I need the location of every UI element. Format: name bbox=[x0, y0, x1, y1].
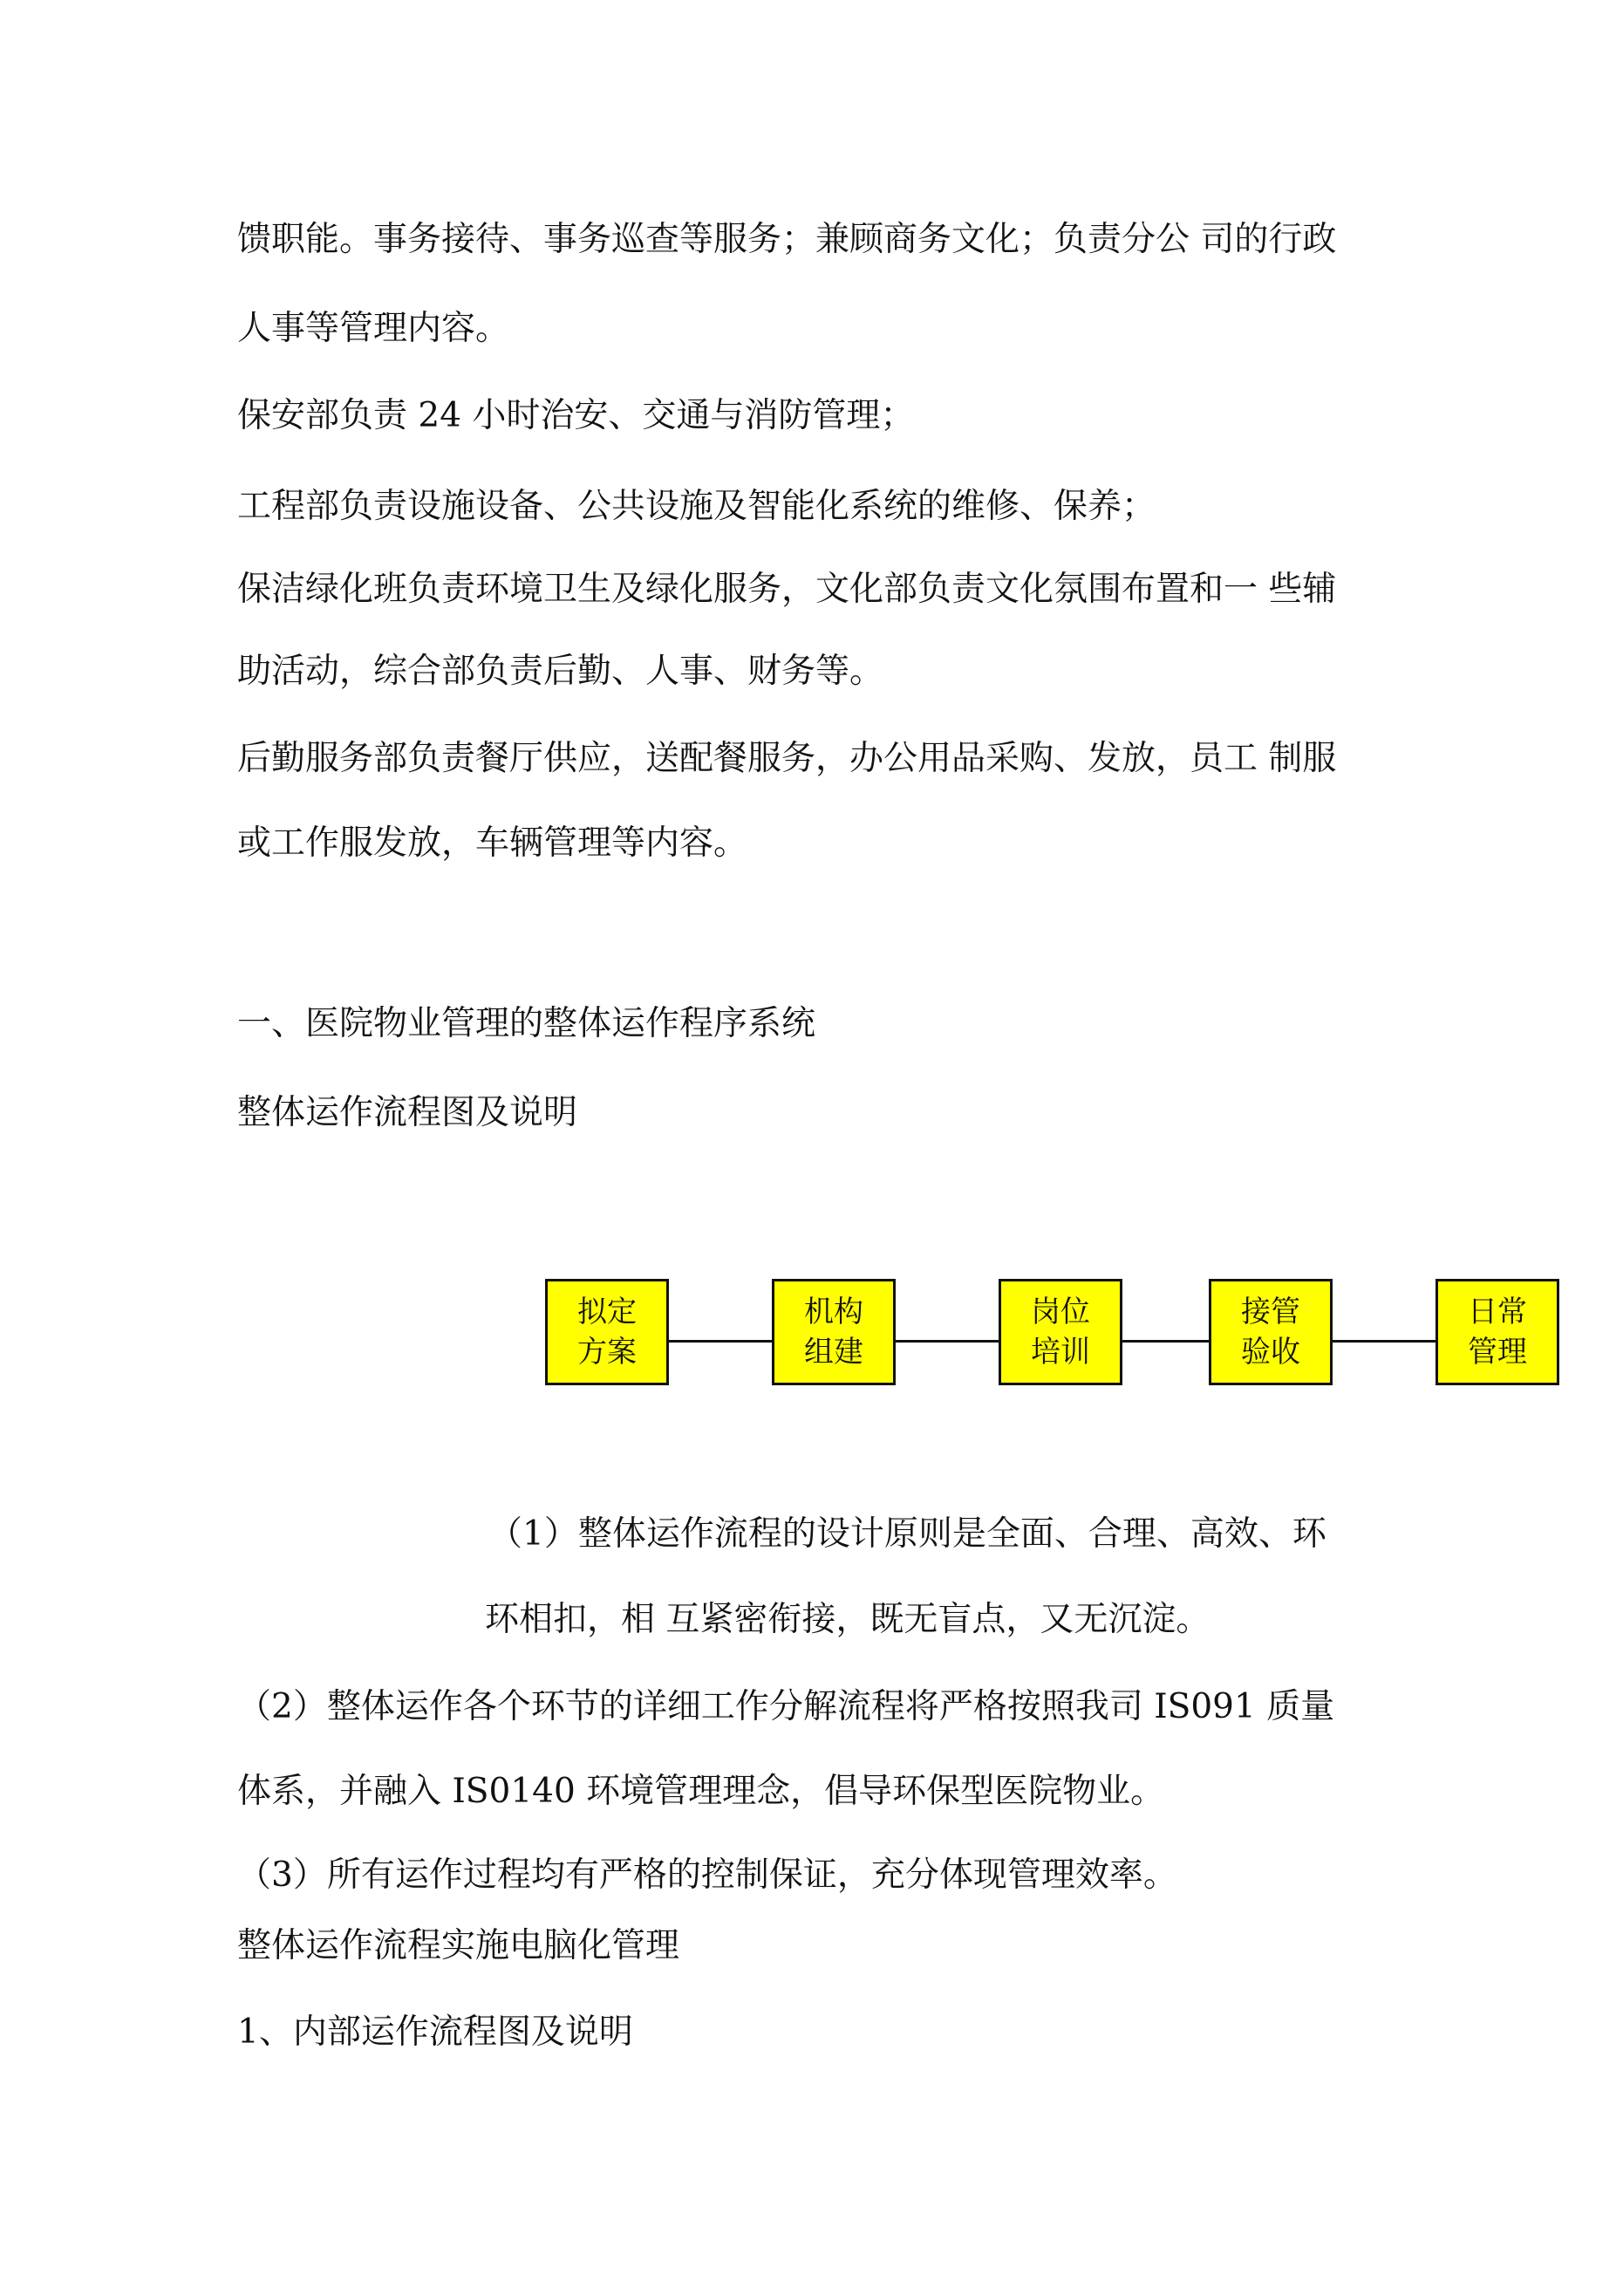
flow-connector bbox=[669, 1340, 772, 1343]
note-3: （3）所有运作过程均有严格的控制保证，充分体现管理效率。 bbox=[237, 1855, 1177, 1895]
flow-connector bbox=[1333, 1340, 1435, 1343]
note-1-cont: 环相扣，相 互紧密衔接，既无盲点，又无沉淀。 bbox=[485, 1600, 1210, 1639]
flow-step-text: 岗位 bbox=[1031, 1295, 1090, 1329]
flow-connector bbox=[1122, 1340, 1209, 1343]
flow-step-plan bbox=[545, 1279, 669, 1385]
flow-step-text: 培训 bbox=[1031, 1335, 1090, 1370]
paragraph-line: 助活动，综合部负责后勤、人事、财务等。 bbox=[237, 652, 884, 691]
note-1: （1）整体运作流程的设计原则是全面、合理、高效、环 bbox=[488, 1514, 1326, 1554]
flow-step-daily bbox=[1435, 1279, 1559, 1385]
flow-step-text: 接管 bbox=[1241, 1295, 1300, 1329]
paragraph-security: 保安部负责 24 小时治安、交通与消防管理； bbox=[237, 396, 915, 435]
paragraph-line: 人事等管理内容。 bbox=[237, 309, 510, 348]
flow-step-text: 拟定 bbox=[577, 1295, 637, 1329]
flow-step-text: 日常 bbox=[1468, 1295, 1527, 1329]
flow-step-training bbox=[999, 1279, 1122, 1385]
note-2: （2）整体运作各个环节的详细工作分解流程将严格按照我司 IS091 质量 bbox=[237, 1687, 1335, 1726]
subsection-heading: 1、内部运作流程图及说明 bbox=[237, 2012, 633, 2052]
paragraph-line: 后勤服务部负责餐厅供应，送配餐服务，办公用品采购、发放，员工 制服 bbox=[237, 739, 1337, 778]
flow-step-text: 机构 bbox=[804, 1295, 863, 1329]
section-subheading: 整体运作流程图及说明 bbox=[237, 1093, 578, 1132]
paragraph-line: 或工作服发放，车辆管理等内容。 bbox=[237, 823, 748, 863]
flow-step-text: 组建 bbox=[804, 1335, 863, 1370]
flow-step-text: 管理 bbox=[1468, 1335, 1527, 1370]
paragraph-line: 馈职能。事务接待、事务巡查等服务；兼顾商务文化；负责分公 司的行政 bbox=[237, 220, 1337, 259]
paragraph-engineering: 工程部负责设施设备、公共设施及智能化系统的维修、保养； bbox=[237, 487, 1156, 526]
flow-step-organize bbox=[772, 1279, 896, 1385]
note-4: 整体运作流程实施电脑化管理 bbox=[237, 1926, 680, 1965]
flow-step-text: 方案 bbox=[577, 1335, 637, 1370]
paragraph-line: 保洁绿化班负责环境卫生及绿化服务，文化部负责文化氛围布置和一 些辅 bbox=[237, 570, 1337, 609]
flow-step-text: 验收 bbox=[1241, 1335, 1300, 1370]
section-heading: 一、医院物业管理的整体运作程序系统 bbox=[237, 1004, 816, 1043]
note-2-cont: 体系，并融入 IS0140 环境管理理念，倡导环保型医院物业。 bbox=[237, 1772, 1165, 1811]
flow-step-acceptance bbox=[1209, 1279, 1333, 1385]
flow-connector bbox=[896, 1340, 999, 1343]
